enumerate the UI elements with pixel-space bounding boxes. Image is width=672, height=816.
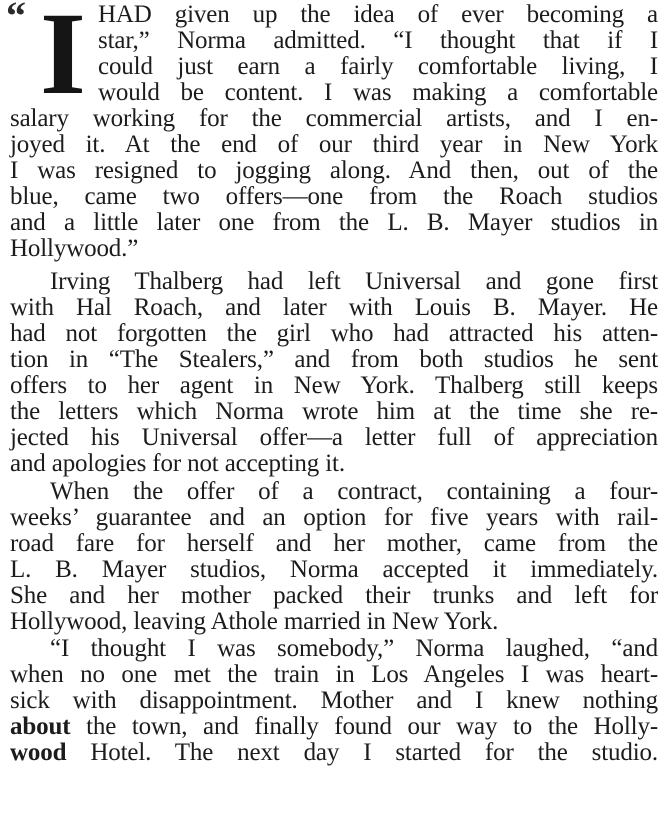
text-line: She and her mother packed their trunks and left for: [10, 582, 658, 609]
text-line: [10, 714, 658, 740]
text-line: tion in “The Stealers,” and from both studios he sent: [10, 346, 658, 373]
text-line: HAD given up the idea of ever becoming a: [98, 1, 658, 28]
bold-word: about: [10, 713, 71, 740]
text-line: [10, 740, 658, 766]
bold-word: wood: [10, 739, 67, 766]
paragraph-3: [10, 479, 658, 635]
text-line: road fare for herself and her mother, came from the: [10, 530, 658, 557]
paragraph-4: [10, 636, 658, 766]
text-line: could just earn a fairly comfortable living, I: [98, 53, 658, 80]
text-line: jected his Universal offer—a letter full of appreciation: [10, 424, 658, 451]
text-line: with Hal Roach, and later with Louis B. Mayer. He: [10, 294, 658, 321]
text-line: sick with disappointment. Mother and I knew nothing: [10, 687, 658, 714]
text-line: “I thought I was somebody,” Norma laughed, “and: [50, 635, 658, 662]
text-line: when no one met the train in Los Angeles I was heart-: [10, 661, 658, 688]
text-line: L. B. Mayer studios, Norma accepted it immediately.: [10, 556, 658, 583]
text-line: I was resigned to jogging along. And then, out of the: [10, 157, 658, 184]
text-line: weeks’ guarantee and an option for five years with rail-: [10, 504, 658, 531]
text-line: Irving Thalberg had left Universal and gone first: [50, 268, 658, 295]
text-line: star,” Norma admitted. “I thought that if I: [98, 27, 658, 54]
text-line: and a little later one from the L. B. Mayer studios in: [10, 209, 658, 236]
opening-quote-mark: “: [6, 0, 26, 38]
text-line: would be content. I was making a comfortable: [98, 79, 658, 106]
text-line: offers to her agent in New York. Thalberg still keeps: [10, 372, 658, 399]
text-line: When the offer of a contract, containing a four-: [50, 478, 658, 505]
paragraph-2: [10, 269, 658, 477]
line-rest: the town, and finally found our way to the Holly-: [70, 713, 658, 740]
paragraph-1: [6, 0, 658, 262]
article-page: [6, 0, 658, 766]
line-rest: Hotel. The next day I started for the studio.: [66, 739, 658, 766]
text-line: had not forgotten the girl who had attracted his atten-: [10, 320, 658, 347]
text-line: blue, came two offers—one from the Roach studios: [10, 183, 658, 210]
text-line: Hollywood.”: [10, 235, 139, 262]
text-line: salary working for the commercial artists, and I en-: [10, 105, 658, 132]
text-line: Hollywood, leaving Athole married in New York.: [10, 608, 499, 635]
drop-cap-letter: I: [40, 0, 86, 119]
text-line: joyed it. At the end of our third year in New York: [10, 131, 658, 158]
text-line: and apologies for not accepting it.: [10, 450, 345, 477]
text-line: the letters which Norma wrote him at the time she re-: [10, 398, 658, 425]
